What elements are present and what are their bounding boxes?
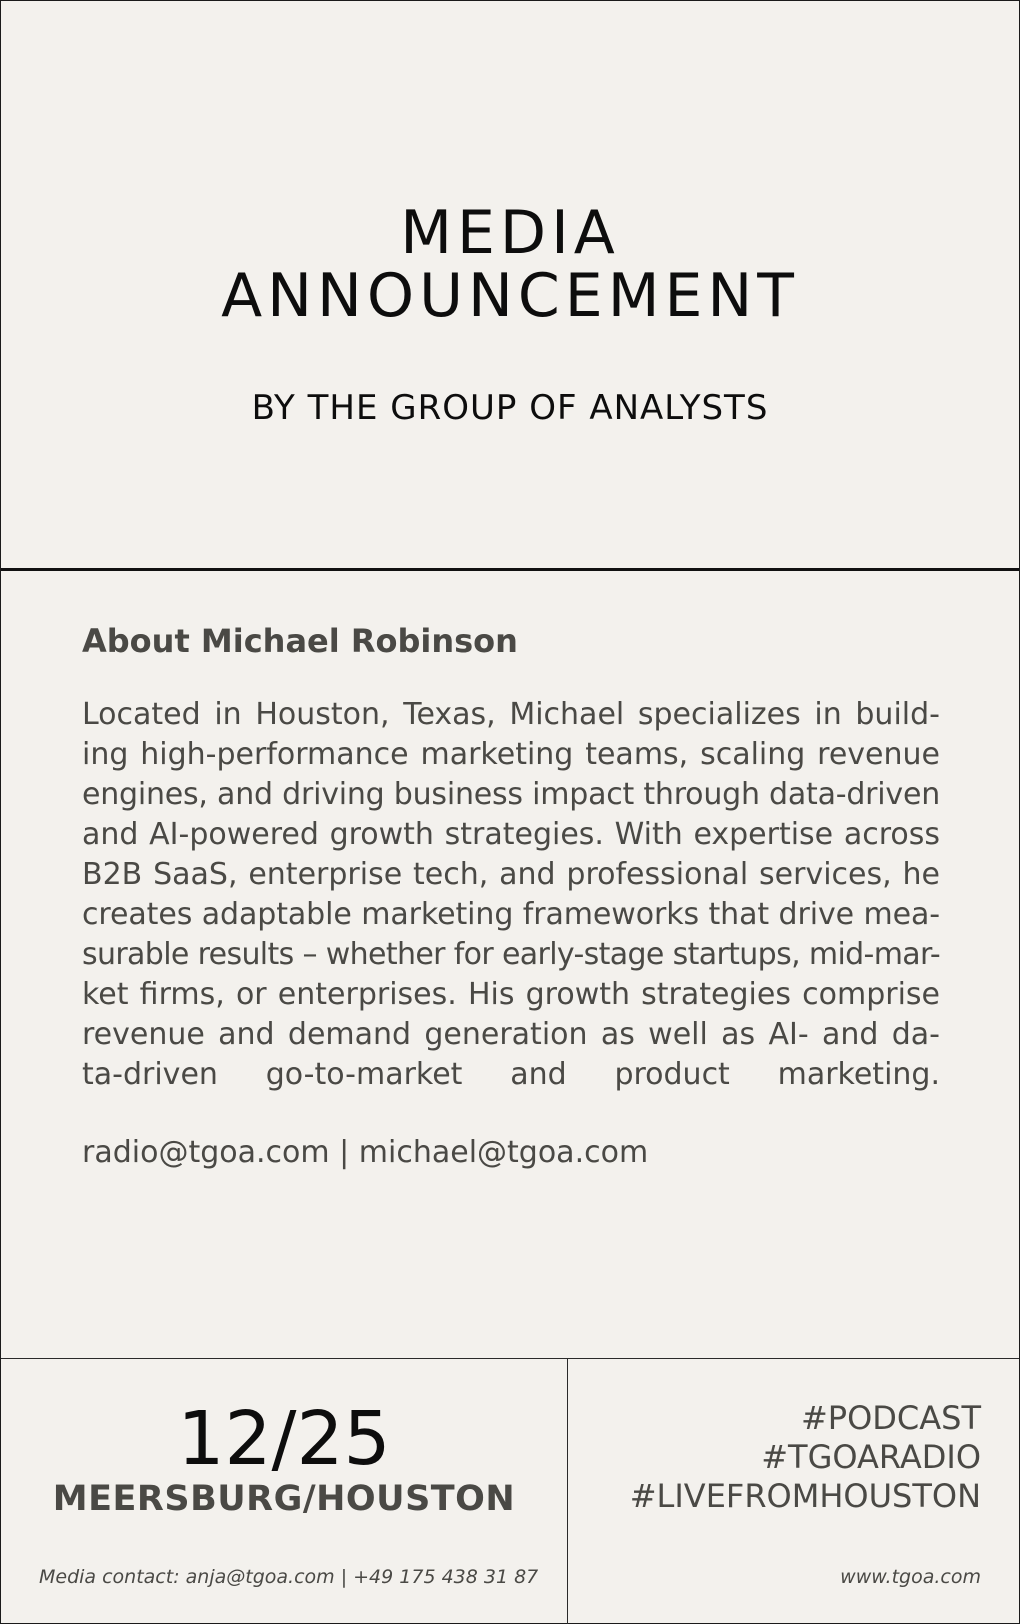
footer-divider [567, 1359, 568, 1624]
header-section [1, 1, 1019, 571]
about-body-line: revenue and demand generation as well as AI- and da- [82, 1017, 940, 1052]
title-line-announcement: ANNOUNCEMENT [221, 261, 799, 331]
subtitle: BY THE GROUP OF ANALYSTS [251, 388, 769, 428]
event-date: 12/25 [177, 1396, 391, 1482]
hashtag: #TGOARADIO [761, 1438, 981, 1476]
about-body-line: ta-driven go-to-market and product marketing. [82, 1057, 940, 1092]
hashtags [630, 1399, 981, 1516]
contact-emails: radio@tgoa.com | michael@tgoa.com [82, 1135, 649, 1170]
about-body-line: Located in Houston, Texas, Michael specializes in build- [82, 697, 940, 732]
about-section [82, 621, 940, 1173]
about-body-line: ket firms, or enterprises. His growth strategies comprise [82, 977, 940, 1012]
event-location: MEERSBURG/HOUSTON [52, 1479, 516, 1519]
about-body-line: ing high-performance marketing teams, scaling revenue [82, 737, 940, 772]
website-link[interactable]: www.tgoa.com [840, 1566, 981, 1588]
about-heading: About Michael Robinson [82, 622, 518, 660]
media-contact: Media contact: anja@tgoa.com | +49 175 438 31 87 [39, 1566, 539, 1588]
about-body [82, 695, 940, 1095]
about-body-line: surable results – whether for early-stage startups, mid-mar- [82, 937, 941, 972]
title-line-media: MEDIA [400, 198, 620, 268]
about-body-line: and AI-powered growth strategies. With expertise across [82, 817, 940, 852]
hashtag: #LIVEFROMHOUSTON [629, 1477, 981, 1515]
footer-section [1, 1358, 1019, 1624]
about-body-line: B2B SaaS, enterprise tech, and professional services, he [82, 857, 940, 892]
about-body-line: creates adaptable marketing frameworks that drive mea- [82, 897, 940, 932]
about-body-line: engines, and driving business impact through data-driven [82, 777, 940, 812]
hashtag: #PODCAST [800, 1399, 981, 1437]
